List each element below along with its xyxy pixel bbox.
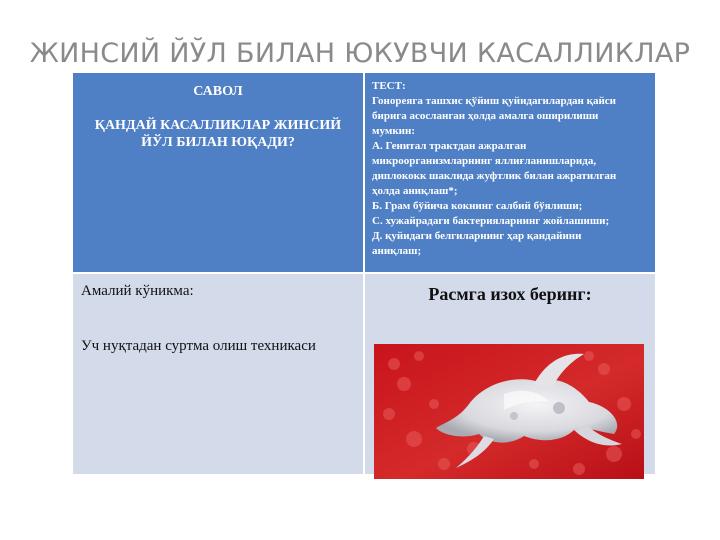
image-task-heading: Расмга изох беринг: (428, 284, 592, 304)
practice-label: Амалий кўникма: (81, 283, 194, 299)
image-task-cell (365, 274, 655, 474)
test-line: аниқлаш; (372, 245, 422, 257)
test-line: ҳолда аниқлаш*; (372, 185, 458, 197)
test-option-a: А. Генитал трактдан ажралган (372, 140, 527, 152)
test-line: Гонореяга ташхис қўйиш қуйидагилардан қайси (372, 95, 617, 107)
test-line: микроорганизмларнинг яллиғланишларида, (372, 155, 597, 167)
content-table (73, 73, 653, 472)
test-option-d: Д. қуйидаги белгиларнинг ҳар қандайини (372, 230, 582, 242)
test-line: диплококк шаклида жуфтлик билан ажратилган (372, 170, 617, 182)
question-text: ҚАНДАЙ КАСАЛЛИКЛАР ЖИНСИЙ ЙЎЛ БИЛАН ЮҚАДИ? (94, 118, 342, 150)
practice-cell (73, 274, 363, 474)
practice-text: Уч нуқтадан суртма олиш техникаси (81, 338, 316, 354)
test-cell (365, 73, 655, 272)
test-option-b: Б. Грам бўйича кокнинг салбий бўялиши; (372, 200, 583, 212)
test-heading: ТЕСТ: (372, 80, 406, 92)
test-line: мумкин: (372, 125, 416, 137)
question-cell (73, 73, 363, 272)
microscopy-image (374, 344, 644, 479)
question-label: САВОЛ (193, 84, 243, 99)
slide-title: ЖИНСИЙ ЙЎЛ БИЛАН ЮКУВЧИ КАСАЛЛИКЛАР (29, 38, 691, 69)
test-line: бирига асосланган ҳолда амалга оширилиши (372, 110, 599, 122)
test-option-c: С. хужайрадаги бактерияларнинг жойлашиши; (372, 215, 610, 227)
